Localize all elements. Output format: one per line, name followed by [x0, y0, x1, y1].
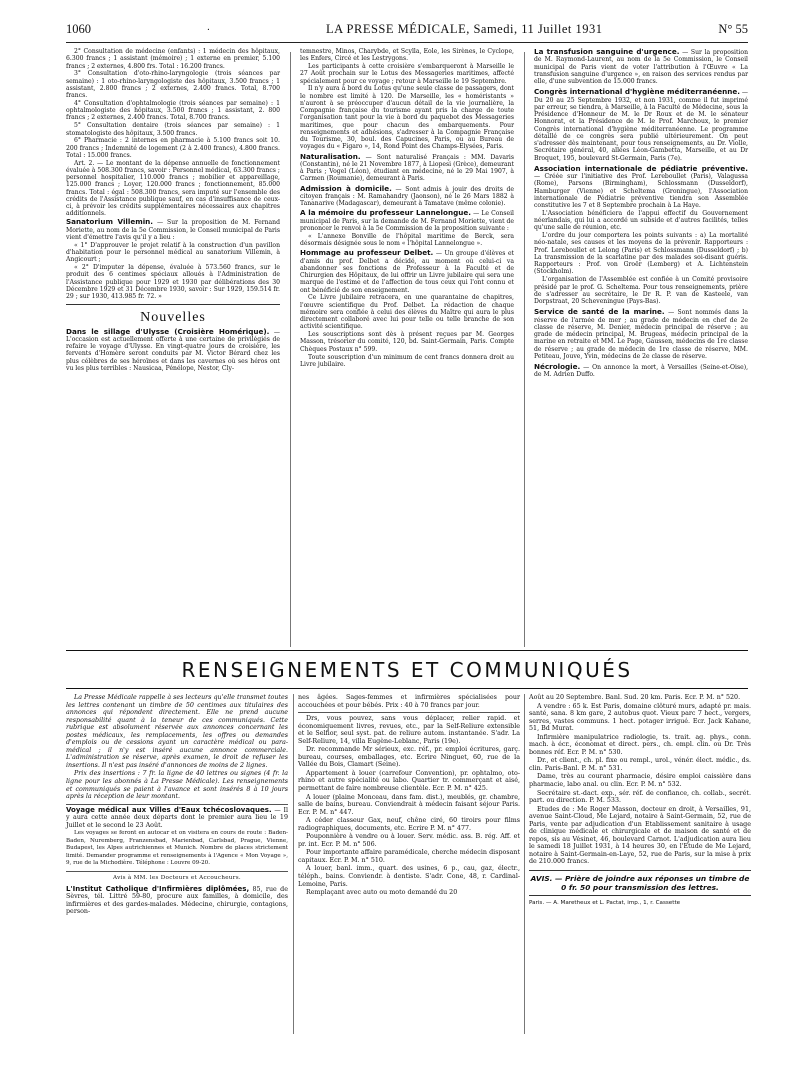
- article-transfusion: [534, 48, 748, 85]
- ad-appartement: Appartement à louer (carrefour Convention), pr. ophtalmo, oto-rhino et autre spécialité ou labo. Quartier tr. commerçant et aisé, permettant de faire nombreuse clientèle. Ecr. P. M. n° 425.: [298, 769, 520, 793]
- divider: [66, 304, 280, 305]
- ad-recommande: Dr. recommande Mr sérieux, exc. réf., pr. emploi écritures, garç. bureau, courses, emballages, etc. Ecrire Ninguet, 60, rue de la Vallée du Bois, Clamart (Seine).: [298, 746, 520, 769]
- paragraph: 3° Consultation d'oto-rhino-laryngologie (trois séances par semaine) : 1 oto-rhino-laryngologiste des hôpitaux, 3.500 francs ; 1 assistant, 2.800 francs ; 2 externes, 2.400 francs. Total, 8.700 francs.: [66, 70, 280, 100]
- ad-institut: [66, 886, 288, 916]
- paragraph: « 1° D'approuver le projet relatif à la construction d'un pavillon d'habitation pour le personnel médical au sanatorium Villemin, à Angicourt ;: [66, 241, 280, 264]
- paragraph: Août au 20 Septembre. Banl. Sud. 20 km. Paris. Ecr. P. M. n° 520.: [529, 694, 741, 701]
- ad-ceder: A céder classeur Gax, neuf, chêne ciré, 60 tiroirs pour films radiographiques, documents, etc. Ecrire P. M. n° 477.: [298, 817, 520, 832]
- paragraph: Les participants à cette croisière s'embarqueront à Marseille le 27 Août prochain sur le Lotus des Messageries maritimes, affecté spécialement pour ce voyage ; retour à Marseille le 19 Septembre.: [300, 63, 514, 85]
- classified-column-2: [298, 694, 520, 898]
- paragraph: 4° Consultation d'ophtalmologie (trois séances par semaine) : 1 ophtalmologiste des hôpitaux, 3.500 francs ; 1 assistant, 2. 800 francs ; 2 externes, 2.400 francs. Total, 8.700 francs.: [66, 99, 280, 122]
- ad-vendre: A vendre : 65 k. Est Paris, domaine clôturé murs, adapté pr. mais. santé, sana. 8 km gare, 2 autobus quot. Vieux parc 7 hect., vergers, serres, vastes communs. 1 hect. potager irrigué. Ecr. Jack Kahane, 51, Bd Murat.: [529, 702, 751, 733]
- article-text: — Sont naturalisé Français : MM. Davaris (Constantin), né le 21 Novembre 1877, à Liopesi (Grèce), demeurant à Paris ; Vogel (Léon), étudiant en médecine, né le 29 Mai 1907, à Carmen (Roumanie), demeurant à Paris.: [300, 153, 515, 183]
- article-title: Naturalisation.: [300, 151, 361, 161]
- article-text: — On annonce la mort, à Versailles (Seine-et-Oise), de M. Adrien Duffo.: [534, 364, 749, 379]
- article-necrologie: [534, 363, 748, 379]
- article-title: Admission à domicile.: [300, 183, 392, 193]
- paragraph: Les souscriptions sont dès à présent reçues par M. Georges Masson, trésorier du comité, 120, bd. Saint-Germain, Paris. Compte Chèques Postaux n° 599.: [300, 331, 514, 353]
- ad-etudes: Etudes de : Me Roger Masson, docteur en droit, à Versailles, 91, avenue Saint-Cloud, Me Lejard, notaire à Saint-Germain, 52, rue de Paris, vente par adjudication d'un Etablissement sanitaire à usage de clinique médicale et chirurgicale et de maison de santé et de repos, sis au Vésinet, 46, boulevard Carnot. L'adjudication aura lieu le samedi 18 Juillet 1931, à 14 heures 30, en l'Etude de Me Lejard, notaire à Saint-Germain-en-Laye, 52, rue de Paris, sur la mise à prix de 210.000 francs.: [529, 805, 751, 866]
- article-title: Service de santé de la marine.: [534, 307, 665, 317]
- article-title: A la mémoire du professeur Lannelongue.: [300, 208, 471, 218]
- ad-text: — Il y aura cette année deux départs dont le premier aura lieu le 19 Juillet et le second le 23 Août.: [66, 806, 288, 829]
- ad-pouponniere: Pouponnière à vendre ou à louer. Serv. médic. ass. B. rég. Aff. et pr. int. Ecr. P. M. n° 506.: [298, 833, 520, 848]
- column-3: [534, 48, 748, 379]
- paragraph: « 2° D'imputer la dépense, évaluée à 573.560 francs, sur le produit des 6 centimes spéciaux alloués à l'Administration de l'Assistance publique pour 1929 et 1930 par délibérations des 30 Décembre 1929 et 31 Décembre 1930, savoir : Sur 1929, 159.514 fr. 29 ; sur 1930, 413.985 fr. 72. »: [66, 264, 280, 300]
- paragraph: L'Association bénéficiera de l'appui effectif du Gouvernement néerlandais, qui lui a accordé un subside et d'autres facilités, telles qu'une salle de réunion, etc.: [534, 209, 748, 232]
- classifieds-section: [66, 694, 751, 1074]
- journal-title: LA PRESSE MÉDICALE, Samedi, 11 Juillet 1931: [325, 22, 603, 36]
- article-title: Nécrologie.: [534, 362, 581, 372]
- article-title: Association internationale de pédiatrie préventive.: [534, 163, 748, 173]
- paragraph: Art. 2. — Le montant de la dépense annuelle de fonctionnement évaluée à 508.300 francs, savoir : Personnel médical, 63.300 francs ; personnel hospitalier, 110.000 francs ; mobilier et appareillage, 125.000 francs ; Loyer, 120.000 francs ; fonctionnement, 85.000 francs. Total : égal : 508.300 francs, sera imputé sur l'ensemble des crédits de l'Assistance publique sauf, en cas d'insuffisance de ceux-ci, à prévoir les crédits supplémentaires nécessaires aux chapitres additionnels.: [66, 159, 280, 218]
- printer-imprint: Paris. — A. Maretheux et L. Pactat, imp., 1, r. Cassette: [529, 900, 681, 907]
- section-rule-top: [66, 650, 748, 651]
- paragraph: 5° Consultation dentaire (trois séances par semaine) : 1 stomatologiste des hôpitaux, 3.500 francs.: [66, 122, 280, 137]
- paragraph: temnestre, Minos, Charybde, et Scylla, Eole, les Sirènes, le Cyclope, les Enfers, Circé et les Lestrygons.: [300, 48, 514, 63]
- ad-reliure: Drs, vous pouvez, sans vous déplacer, relier rapid. et économiquement livres, revues, etc., par la Self-Reliure extensible et le Selfior, seul syst. pat. de reliure autom. instantanée. S'adr. La Self-Reliure, 14, villa Eugène-Leblanc, Paris (19e).: [298, 715, 520, 745]
- article-text: — Un groupe d'élèves et d'amis du prof. Delbet a décidé, au moment où celui-ci va abandonner ses fonctions de Professeur à la Faculté et de Chirurgien des Hôpitaux, de lui offrir un Livre jubilaire qui sera une marque de l'estime et de l'affection de tous ceux qui l'ont connu et ont bénéficié de son enseignement.: [300, 250, 514, 294]
- ad-remplacant: Remplaçant avec auto ou moto demandé du 20: [306, 889, 458, 897]
- section-rule-bottom: [66, 688, 748, 689]
- section-title-nouvelles: Nouvelles: [140, 310, 206, 326]
- divider: [298, 712, 520, 713]
- ad-voyage: [66, 807, 288, 830]
- article-ulysse: [66, 328, 280, 373]
- article-text: — Sur la proposition de M. Raymond-Laurent, au nom de la 5e Commission, le Conseil municipal de Paris vient de voter l'attribution à l'Œuvre « La transfusion sanguine d'urgence », en raison des services rendus par elle, d'une subvention de 15.000 francs.: [534, 49, 748, 85]
- ad-secretaire: Secrétaire st.-dact. exp., sér. réf. de confiance, ch. collab., secrét. part. ou direction. P. M. 533.: [529, 789, 751, 805]
- divider: [66, 804, 288, 805]
- ad-louer-banl: A louer, banl. imm., quart. des usines, 6 p., cau, gaz, électr., téléph., bains. Conviendr. à dentiste. S'adr. Cone, 48, r. Cardinal-Lemoine, Paris.: [298, 865, 520, 888]
- classified-column-1: [66, 694, 288, 917]
- article-text: — Le Conseil municipal de Paris, sur la demande de M. Fernand Moriette, vient de prononcer le renvoi à la 5e Commission de la proposition suivante :: [300, 210, 514, 232]
- article-text: — Sont nommés dans la réserve de l'armée de mer ; au grade de médecin en chef de 2e classe de réserve, M. Denier, médecin principal de réserve ; au grade de médecin principal, M. Brugeas, médecin principal de la marine en retraite et MM. Le Page, Gaussen, médecins de 1re classe de réserve ; au grade de médecin de 1re classe de réserve, MM. Petiteau, Jouve, Yvin, médecins de 2e classe de réserve.: [534, 309, 748, 360]
- ad-title: Voyage médical aux Villes d'Eaux tchécoslovaques.: [66, 805, 272, 814]
- paragraph: Les voyages se feront en autocar et on visitera en cours de route : Baden-Baden, Nuremberg, Franzensbad, Marienbad, Carlsbad, Prague, Vienne, Budapest, les Alpes autrichiennes et Munich. Nombre de places strictement limité. Demander programme et renseignements à l'Agence « Mon Voyage », 9, rue de la Michodière. Téléphone : Louvre 09-20.: [66, 830, 288, 867]
- header-rule: [66, 42, 748, 43]
- page-number: 1060: [66, 22, 91, 36]
- column-1: [66, 48, 280, 373]
- ad-text: 85, rue de Sèvres, tél. Littré 59-80, procure aux familles, à domicile, des infirmières et des gardes-malades. Médecine, chirurgie, contagions, person-: [66, 885, 288, 916]
- article-marine: [534, 308, 748, 360]
- ad-dame: Dame, très au courant pharmacie, désire emploi caissière dans pharmacie, labo anal. ou clin. Ecr. P. M. n° 532.: [529, 773, 751, 789]
- ad-title: L'Institut Catholique d'Infirmières diplômées,: [66, 884, 250, 893]
- column-rule: [524, 694, 525, 1034]
- column-2: [300, 48, 514, 369]
- ad-affaire: Pour importante affaire paramédicale, cherche médecin disposant capitaux. Ecr. P. M. n° 510.: [298, 849, 520, 864]
- paragraph: Il n'y aura à bord du Lotus qu'une seule classe de passagers, dont le nombre est limité à 120. De Marseille, les « homéristants » n'auront à se préoccuper d'aucun détail de la vie journalière, la Compagnie française du tourisme ayant pris la charge de toute l'organisation tant pour la vie à bord du paquebot des Messageries maritimes, que pour chacun des embarquements. Pour renseignements et adhésions, s'adresser à la Compagnie Française du Tourisme, 30, boul. des Capucines, Paris, ou au Bureau de voyages du « Figaro », 14, Rond Point des Champs-Elysées, Paris.: [300, 85, 514, 151]
- article-title: Dans le sillage d'Ulysse (Croisière Homérique).: [66, 326, 270, 336]
- ad-docteur: Dr., et client., ch. pl. fixe ou rempl., urol., vénér. élect. médic., ds. clin. Paris-Banl. P. M. n° 531.: [529, 757, 751, 772]
- news-section: [66, 48, 748, 648]
- issue-number: N° 55: [718, 22, 748, 36]
- paragraph: « L'annexe Bonville de l'hôpital maritime de Berck, sera désormais désignée sous le nom « l'hôpital Lannelongue ».: [300, 232, 514, 248]
- section-banner: RENSEIGNEMENTS ET COMMUNIQUÉS: [181, 658, 633, 682]
- article-naturalisation: [300, 153, 514, 183]
- article-title: Hommage au professeur Delbet.: [300, 248, 434, 258]
- article-delbet: [300, 249, 514, 294]
- article-title: La transfusion sanguine d'urgence.: [534, 47, 680, 56]
- paragraph: nes âgées. Sages-femmes et infirmières spécialisées pour accouchées et pour bébés. Prix : 40 à 70 francs par jour.: [298, 694, 520, 709]
- ad-louer-monceau: A louer (plaine Monceau, dans fam. dist.), meublés, gr. chambre, salle de bains, bureau. Conviendrait à médecin faisant séjour Paris. Ecr. P. M. n° 447.: [298, 793, 520, 816]
- article-sanatorium: [66, 218, 280, 241]
- paragraph: 2° Consultation de médecine (enfants) : 1 médecin des hôpitaux, 6.300 francs ; 1 assistant (mémoire) ; 1 externe en premier, 5.100 francs ; 2 externes, 4.800 frs. Total : 16.200 francs.: [66, 48, 280, 70]
- divider: [66, 871, 288, 872]
- article-text: — Du 20 au 25 Septembre 1932, et non 1931, comme il fut imprimé par erreur, se tiendra, à Marseille, à la Faculté de Médecine, sous la Présidence d'Honneur de M. le Dr Roux et de M. le sénateur Honnorat, et la Présidence de M. le Prof. Marchoux, le premier Congrès international d'hygiène méditerranéenne. Le programme détaillé de ce congrès sera publié ultérieurement. On peut s'adresser dès maintenant, pour tous renseignements, au Dr. Violle, Secrétaire général, 40, allées Léon-Gambetta, Marseille, et au Dr Broquet, 195, boulevard St-Germain, Paris (7e).: [534, 89, 748, 162]
- column-rule: [290, 52, 291, 647]
- paragraph: L'organisation de l'Assemblée est confiée à un Comité provisoire présidé par le prof. G. Scheltema. Pour tous renseignements, prière de s'adresser au secrétaire, le Dr R. P. van de Kasteele, van Dorpstraat, 20 Scheveningue (Pays-Bas).: [534, 276, 748, 306]
- column-rule: [524, 52, 525, 647]
- article-text: — L'occasion est actuellement offerte à une certaine de privilégiés de refaire le voyage d'Ulysse. En vingt-quatre jours de croisière, les fervents d'Homère seront conduits par M. Victor Bérard chez les plus célèbres de ses héroïnes et dans les cavernes où ses héros ont vu les plus terribles : Nausicaa, Pénélope, Nestor, Cly-: [66, 328, 281, 372]
- article-congres: [534, 88, 748, 162]
- ad-infirmiere: Infirmière manipulatrice radiologie, ts. trait. ag. phys., conn. mach. à écr., économat et direct. pers., ch. empl. clin. ou Dr. Très bonnes réf. Ecr. P. M. n° 530.: [529, 733, 751, 756]
- paragraph: 6° Pharmacie : 2 internes en pharmacie à 5.100 francs soit 10. 200 francs ; Indemnité de logement (2 à 2.400 francs), 4.800 francs. Total : 15.000 francs.: [66, 137, 280, 159]
- paragraph: Ce Livre jubilaire retracera, en une quarantaine de chapitres, l'œuvre scientifique du Prof. Delbet. La rédaction de chaque mémoire sera confiée à celui des élèves du Maître qui aura le plus directement collaboré avec lui pour telle ou telle branche de son activité scientifique.: [300, 294, 514, 331]
- notice-doctors: Avis à MM. les Docteurs et Accoucheurs.: [112, 875, 242, 882]
- article-pediatrie: [534, 165, 748, 210]
- article-text: — Créée sur l'initiative des Prof. Lereboullet (Paris), Valagussa (Rome), Parsons (Birmingham), Schlossmann (Dusseldorf), Hamburger (Vienne) et Scheltema (Groningue), l'Association internationale de Pédiatrie préventive tiendra son Assemblée constitutive les 7 et 8 Septembre prochain à La Haye.: [534, 173, 748, 209]
- article-admission: [300, 185, 514, 208]
- paragraph: Toute souscription d'un minimum de cent francs donnera droit au Livre jubilaire.: [300, 353, 514, 368]
- article-title: Congrès international d'hygiène méditerranéenne.: [534, 87, 740, 97]
- article-title: Sanatorium Villemin.: [66, 217, 154, 227]
- classifieds-prices: Prix des insertions : 7 fr. la ligne de 40 lettres ou signes (4 fr. la ligne pour les abonnés à La Presse Médicale). Les renseignements et communiqués se paient à l'avance et sont insérés 8 à 10 jours après la réception de leur montant.: [66, 770, 288, 801]
- article-text: — Sont admis à jouir des droits de citoyen français : M. Ramahandry (Jaonson), né le 26 Mars 1882 à Tananarive (Madagascar), demeurant à Tamatave (même colonie).: [300, 185, 515, 208]
- paragraph: L'ordre du jour comportera les points suivants : a) La mortalité néo-natale, ses causes et les moyens de la prévenir. Rapporteurs : Prof. Lereboullet et Lelong (Paris) et Schlossmann (Dusseldorf) ; b) La transmission de la scarlatine par des malades soi-disant guéris. Rapporteurs : Prof. von Groër (Lemberg) et A. Lichtenstein (Stockholm).: [534, 232, 748, 276]
- classified-column-3: [529, 694, 751, 908]
- notice-avis: AVIS. — Prière de joindre aux réponses un timbre de 0 fr. 50 pour transmission des lettres.: [529, 870, 751, 896]
- article-text: — Sur la proposition de M. Fernand Moriette, au nom de la 5e Commission, le Conseil municipal de Paris vient d'émettre l'avis qu'il y a lieu :: [66, 219, 280, 241]
- article-lannelongue: [300, 209, 514, 232]
- column-rule: [293, 694, 294, 1034]
- classifieds-intro: La Presse Médicale rappelle à ses lecteurs qu'elle transmet toutes les lettres contenant un timbre de 50 centimes aux titulaires des annonces qui répondent directement. Elle ne prend aucune responsabilité quant à la teneur de ces communiqués. Cette rubrique est absolument réservée aux annonces concernant les postes médicaux, les remplacements, les offres ou demandes d'emplois ou de cessions ayant un caractère médical ou para-médical ; il n'y est inséré aucune annonce commerciale. L'administration se réserve, après examen, le droit de refuser les insertions. Il n'est pas inséré d'annonces de moins de 2 lignes.: [66, 694, 288, 769]
- separator-dot: ·: [206, 25, 211, 36]
- running-head: [66, 22, 748, 40]
